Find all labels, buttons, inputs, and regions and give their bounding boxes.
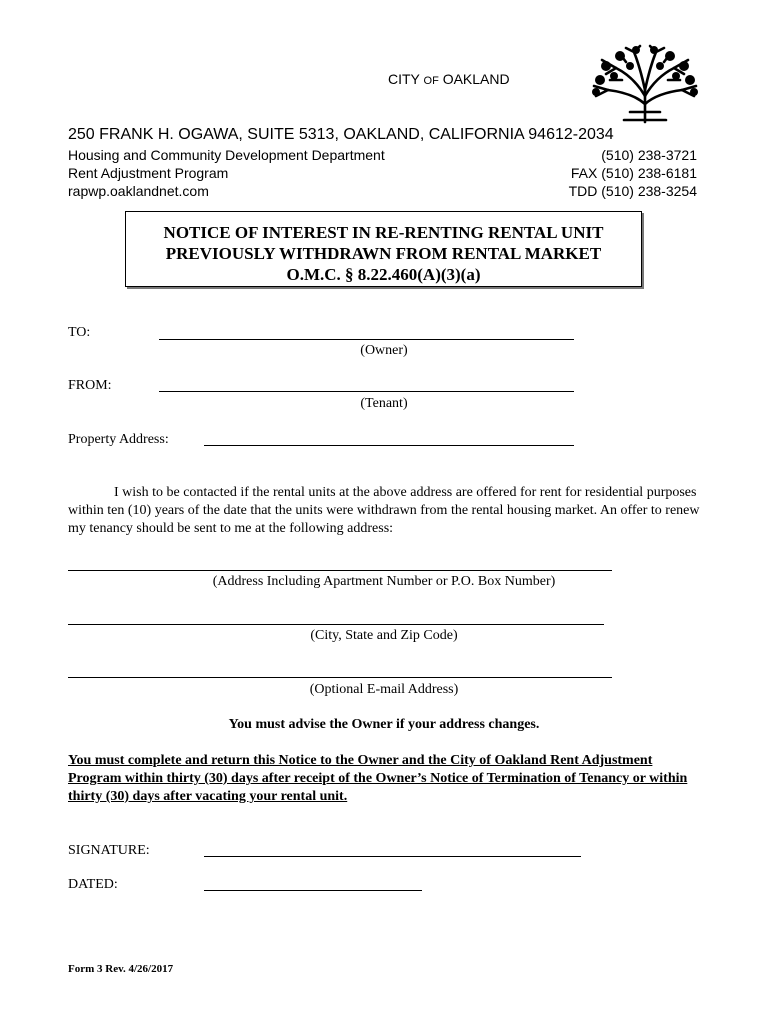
property-address-label: Property Address: — [68, 432, 169, 447]
title-line-2: PREVIOUSLY WITHDRAWN FROM RENTAL MARKET — [165, 244, 602, 263]
program-name: Rent Adjustment Program — [68, 165, 229, 181]
website-link[interactable]: rapwp.oaklandnet.com — [68, 183, 209, 199]
advise-notice: You must advise the Owner if your address changes. — [228, 717, 540, 732]
city-name: OAKLAND — [442, 71, 510, 87]
dated-label: DATED: — [68, 877, 118, 892]
department-block — [68, 146, 385, 200]
notice-title-box — [125, 211, 642, 287]
dated-field[interactable] — [204, 890, 422, 891]
fax-number: FAX (510) 238-6181 — [570, 165, 697, 181]
title-line-1: NOTICE OF INTEREST IN RE-RENTING RENTAL UNIT — [163, 223, 604, 242]
owner-field[interactable] — [159, 339, 574, 340]
request-paragraph: I wish to be contacted if the rental units at the above address are offered for rent for residential purposes within ten (10) years of the date that the units were withdrawn from the rental housing market. An offer to renew my tenancy should be sent to me at the following address: — [68, 485, 700, 536]
city-state-zip-caption: (City, State and Zip Code) — [310, 628, 458, 643]
city-title — [388, 71, 510, 87]
mailing-address-caption: (Address Including Apartment Number or P.O. Box Number) — [212, 574, 556, 589]
email-caption: (Optional E-mail Address) — [309, 682, 459, 697]
signature-label: SIGNATURE: — [68, 843, 150, 858]
deadline-warning: You must complete and return this Notice to the Owner and the City of Oakland Rent Adjustment Program within thirty (30) days after receipt of the Owner’s Notice of Termination of Tenancy or within thirty (30) days after vacating your rental unit. — [68, 753, 688, 804]
phone-number: (510) 238-3721 — [601, 147, 697, 163]
tenant-field[interactable] — [159, 391, 574, 392]
property-address-field[interactable] — [204, 445, 574, 446]
tenant-caption: (Tenant) — [360, 396, 408, 411]
oak-tree-icon — [586, 44, 704, 124]
email-field[interactable] — [68, 677, 612, 678]
to-label: TO: — [68, 325, 91, 340]
form-revision: Form 3 Rev. 4/26/2017 — [68, 963, 174, 975]
contact-numbers — [569, 146, 697, 200]
owner-caption: (Owner) — [360, 343, 408, 358]
department-name: Housing and Community Development Department — [68, 147, 385, 163]
office-address: 250 FRANK H. OGAWA, SUITE 5313, OAKLAND, CALIFORNIA 94612-2034 — [68, 126, 614, 143]
city-of: OF — [423, 75, 439, 87]
tdd-number: TDD (510) 238-3254 — [568, 183, 697, 199]
from-label: FROM: — [68, 378, 112, 393]
mailing-address-field[interactable] — [68, 570, 612, 571]
city-state-zip-field[interactable] — [68, 624, 604, 625]
signature-field[interactable] — [204, 856, 581, 857]
title-line-3: O.M.C. § 8.22.460(A)(3)(a) — [286, 265, 481, 284]
city-prefix: CITY — [388, 71, 420, 87]
